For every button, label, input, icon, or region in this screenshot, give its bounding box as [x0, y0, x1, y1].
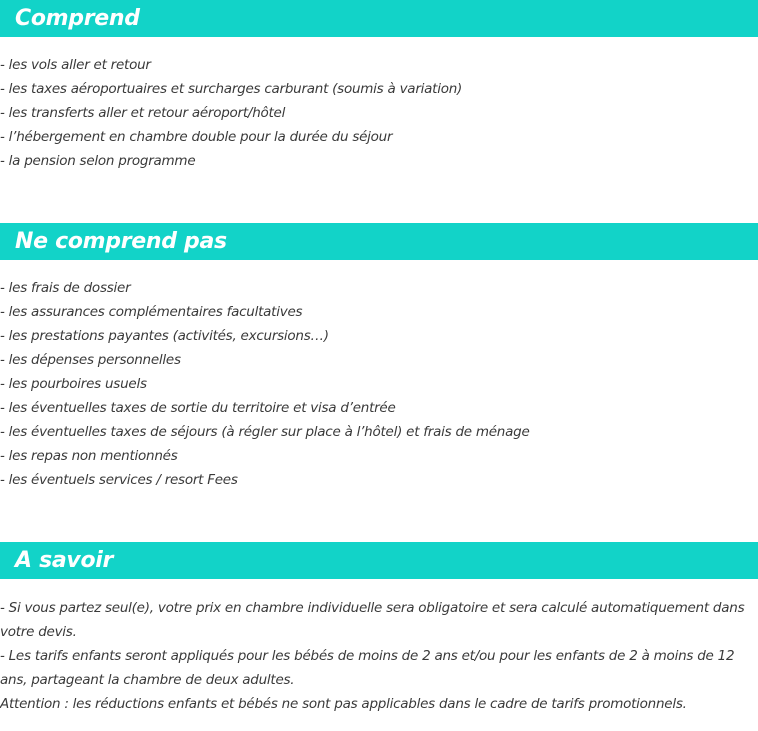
- comprend-list: [0, 53, 758, 173]
- list-item: - les repas non mentionnés: [0, 448, 178, 464]
- list-item: - les pourboires usuels: [0, 376, 147, 392]
- ne-comprend-pas-list: [0, 276, 758, 492]
- list-item: - les éventuelles taxes de séjours (à régler sur place à l’hôtel) et frais de ménage: [0, 424, 530, 440]
- list-item: - les éventuels services / resort Fees: [0, 472, 238, 488]
- section-header-comprend: [0, 0, 758, 37]
- paragraph: - Les tarifs enfants seront appliqués pour les bébés de moins de 2 ans et/ou pour les enfants de 2 à moins de 12 ans, partageant la chambre de deux adultes.: [0, 648, 735, 688]
- list-item: - les dépenses personnelles: [0, 352, 181, 368]
- a-savoir-text: [0, 596, 752, 716]
- section-title-ne-comprend-pas: Ne comprend pas: [15, 229, 227, 254]
- list-item: - les transferts aller et retour aéroport/hôtel: [0, 105, 286, 121]
- list-item: - la pension selon programme: [0, 153, 196, 169]
- list-item: - les assurances complémentaires facultatives: [0, 304, 303, 320]
- section-title-a-savoir: A savoir: [15, 548, 114, 573]
- list-item: - les prestations payantes (activités, excursions…): [0, 328, 329, 344]
- section-title-comprend: Comprend: [15, 6, 140, 31]
- paragraph: Attention : les réductions enfants et bébés ne sont pas applicables dans le cadre de tarifs promotionnels.: [0, 696, 687, 712]
- paragraph: - Si vous partez seul(e), votre prix en chambre individuelle sera obligatoire et sera calculé automatiquement dans votre devis.: [0, 600, 745, 640]
- list-item: - les frais de dossier: [0, 280, 131, 296]
- section-header-a-savoir: [0, 542, 758, 579]
- list-item: - les éventuelles taxes de sortie du territoire et visa d’entrée: [0, 400, 396, 416]
- section-header-ne-comprend-pas: [0, 223, 758, 260]
- list-item: - les taxes aéroportuaires et surcharges carburant (soumis à variation): [0, 81, 463, 97]
- list-item: - l’hébergement en chambre double pour la durée du séjour: [0, 129, 393, 145]
- list-item: - les vols aller et retour: [0, 57, 151, 73]
